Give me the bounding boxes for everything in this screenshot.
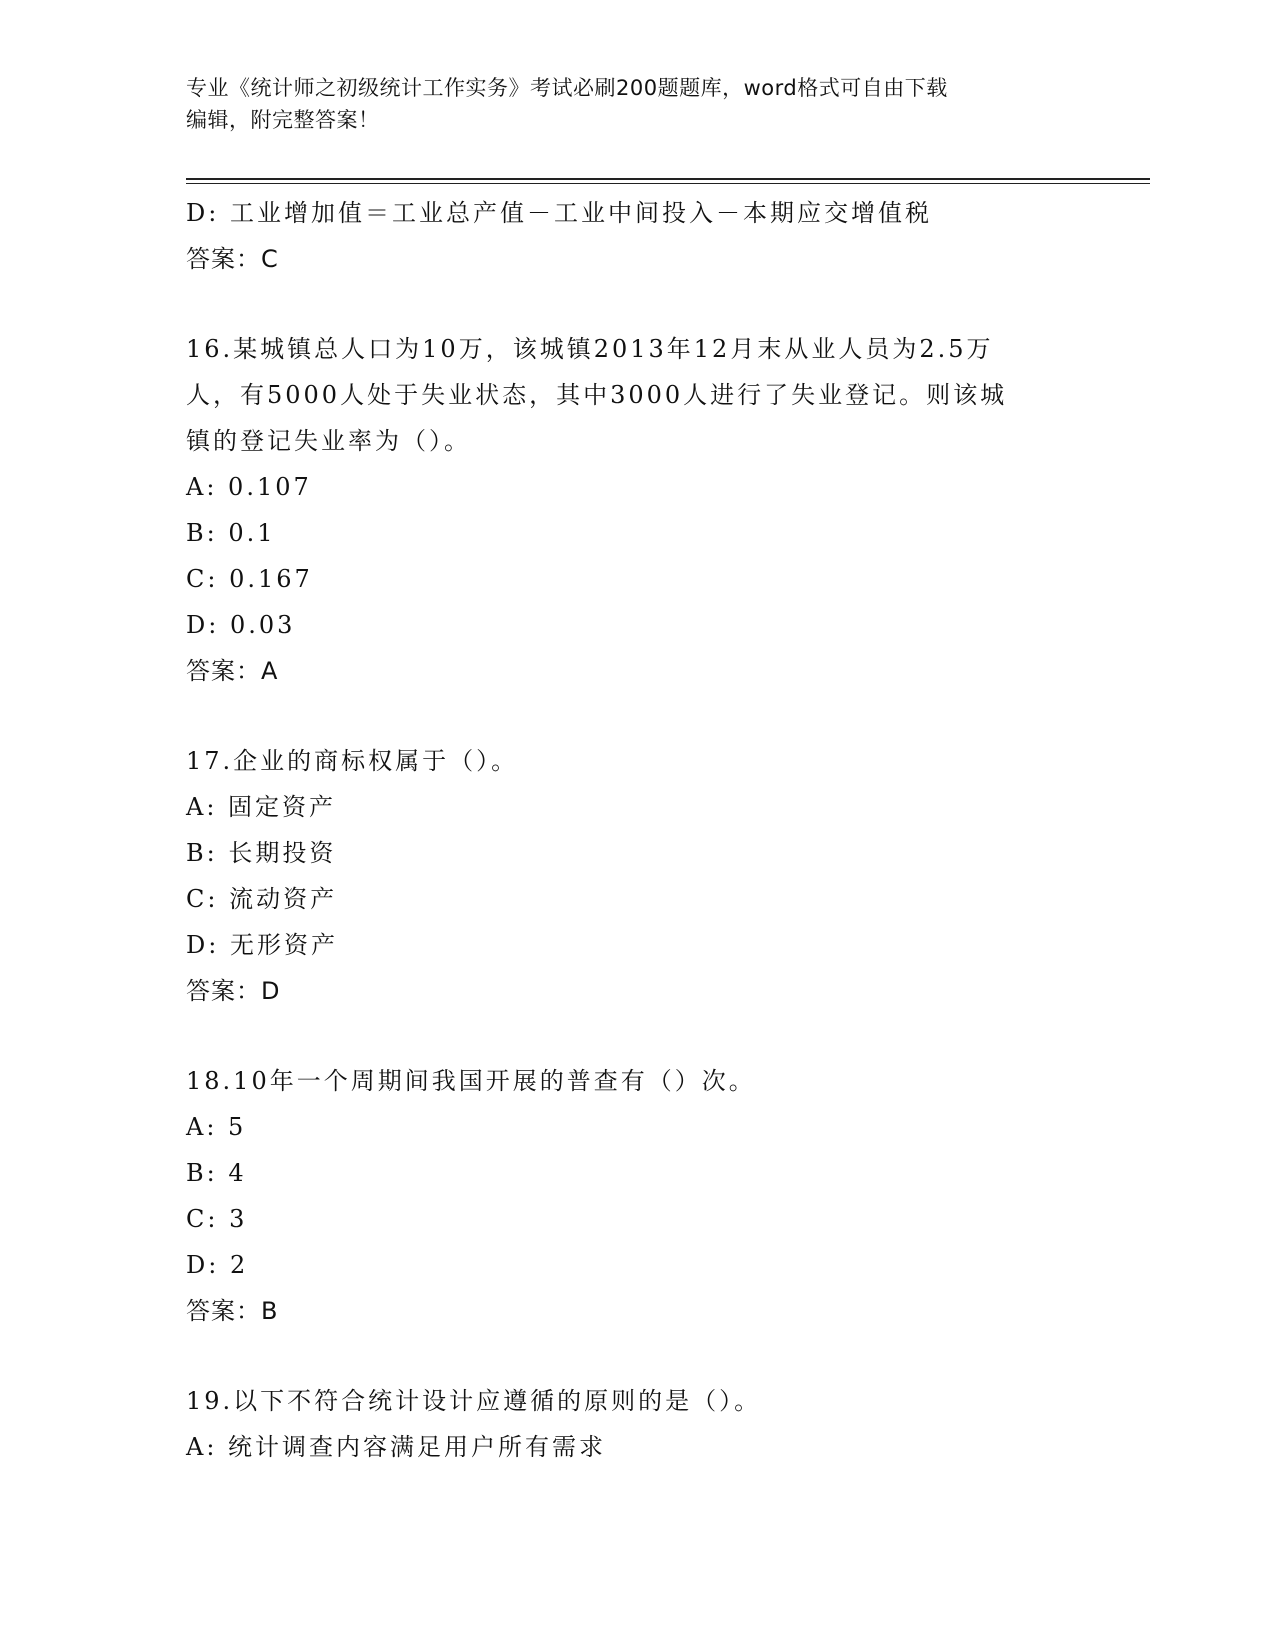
header-divider-thin: [186, 183, 1150, 184]
option-b: B: 长期投资: [186, 839, 337, 867]
answer: 答案：A: [186, 657, 279, 685]
option-a: A: 统计调查内容满足用户所有需求: [186, 1433, 607, 1461]
option-d: D: 0.03: [186, 611, 296, 639]
option-d: D: 无形资产: [186, 931, 338, 959]
spacer: [186, 282, 1106, 326]
question-19: [186, 1378, 1106, 1470]
question-stem-line: 19.以下不符合统计设计应遵循的原则的是（）。: [186, 1387, 762, 1415]
question-stem-line: 17.企业的商标权属于（）。: [186, 747, 519, 775]
prev-option-d: D: 工业增加值＝工业总产值－工业中间投入－本期应交增值税: [186, 199, 932, 227]
answer: 答案：B: [186, 1297, 279, 1325]
question-stem-line: 镇的登记失业率为（）。: [186, 427, 471, 455]
header-divider: [186, 178, 1150, 180]
option-a: A: 0.107: [186, 473, 312, 501]
header-line-2: 编辑，附完整答案！: [186, 108, 380, 132]
question-16: [186, 326, 1106, 694]
document-header: [186, 72, 1086, 136]
answer: 答案：D: [186, 977, 281, 1005]
spacer: [186, 1334, 1106, 1378]
question-stem-line: 16.某城镇总人口为10万，该城镇2013年12月末从业人员为2.5万: [186, 335, 994, 363]
option-b: B: 0.1: [186, 519, 276, 547]
option-a: A: 固定资产: [186, 793, 337, 821]
question-list: [186, 190, 1106, 1470]
option-d: D: 2: [186, 1251, 249, 1279]
question-stem-line: 18.10年一个周期间我国开展的普查有（）次。: [186, 1067, 756, 1095]
spacer: [186, 694, 1106, 738]
question-stem-line: 人，有5000人处于失业状态，其中3000人进行了失业登记。则该城: [186, 381, 1008, 409]
option-c: C: 3: [186, 1205, 248, 1233]
question-17: [186, 738, 1106, 1014]
option-a: A: 5: [186, 1113, 247, 1141]
option-c: C: 0.167: [186, 565, 313, 593]
option-b: B: 4: [186, 1159, 247, 1187]
spacer: [186, 1014, 1106, 1058]
question-18: [186, 1058, 1106, 1334]
option-c: C: 流动资产: [186, 885, 338, 913]
header-line-1: 专业《统计师之初级统计工作实务》考试必刷200题题库，word格式可自由下载: [186, 76, 948, 100]
prev-answer: 答案：C: [186, 245, 279, 273]
